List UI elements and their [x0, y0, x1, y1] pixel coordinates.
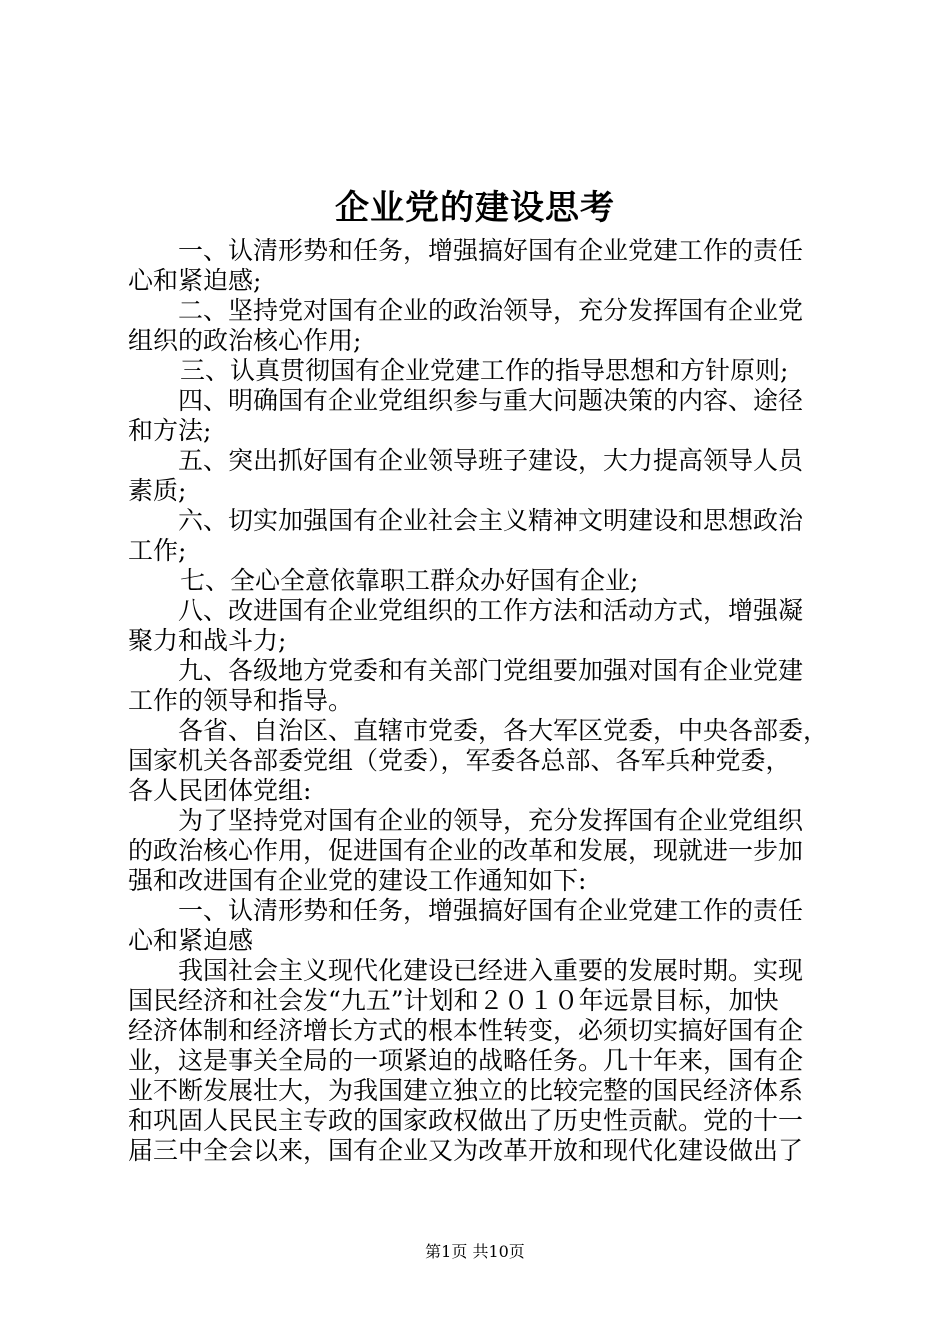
text-line: 和巩固人民民主专政的国家政权做出了历史性贡献。党的十一: [128, 1106, 804, 1135]
text-line: 届三中全会以来，国有企业又为改革开放和现代化建设做出了: [128, 1136, 804, 1165]
text-line: 二、坚持党对国有企业的政治领导，充分发挥国有企业党: [178, 296, 804, 325]
text-line: 经济体制和经济增长方式的根本性转变，必须切实搞好国有企: [128, 1016, 804, 1045]
text-line: 强和改进国有企业党的建设工作通知如下:: [128, 866, 587, 895]
document-title: 企业党的建设思考: [335, 188, 615, 228]
text-line: 七、全心全意依靠职工群众办好国有企业;: [180, 566, 639, 595]
text-line: 心和紧迫感;: [128, 266, 262, 295]
text-line: 素质;: [128, 476, 187, 505]
text-line: 六、切实加强国有企业社会主义精神文明建设和思想政治: [178, 506, 804, 535]
text-line: 聚力和战斗力;: [128, 626, 287, 655]
text-line: 一、认清形势和任务，增强搞好国有企业党建工作的责任: [178, 236, 804, 265]
text-line: 为了坚持党对国有企业的领导，充分发挥国有企业党组织: [178, 806, 804, 835]
text-line: 工作的领导和指导。: [128, 686, 354, 715]
text-line: 三、认真贯彻国有企业党建工作的指导思想和方针原则;: [180, 356, 789, 385]
text-line: 四、明确国有企业党组织参与重大问题决策的内容、途径: [178, 386, 804, 415]
text-line: 心和紧迫感: [128, 926, 254, 955]
text-line: 各人民团体党组:: [128, 776, 312, 805]
text-line: 一、认清形势和任务，增强搞好国有企业党建工作的责任: [178, 896, 804, 925]
text-line: 我国社会主义现代化建设已经进入重要的发展时期。实现: [178, 956, 804, 985]
text-line: 八、改进国有企业党组织的工作方法和活动方式，增强凝: [178, 596, 804, 625]
text-line: 工作;: [128, 536, 187, 565]
text-line: 九、各级地方党委和有关部门党组要加强对国有企业党建: [178, 656, 804, 685]
text-line: 和方法;: [128, 416, 212, 445]
text-line: 的政治核心作用，促进国有企业的改革和发展，现就进一步加: [128, 836, 804, 865]
text-line: 国民经济和社会发“九五”计划和２０１０年远景目标，加快: [128, 986, 779, 1015]
text-line: 各省、自治区、直辖市党委，各大军区党委，中央各部委，: [178, 716, 829, 745]
text-line: 国家机关各部委党组（党委），军委各总部、各军兵种党委，: [128, 746, 791, 775]
document-body: [128, 236, 834, 1166]
text-line: 五、突出抓好国有企业领导班子建设，大力提高领导人员: [178, 446, 804, 475]
text-line: 业不断发展壮大，为我国建立独立的比较完整的国民经济体系: [128, 1076, 804, 1105]
text-line: 业，这是事关全局的一项紧迫的战略任务。几十年来，国有企: [128, 1046, 804, 1075]
text-line: 组织的政治核心作用;: [128, 326, 362, 355]
page-number-footer: 第1页 共10页: [425, 1242, 525, 1261]
